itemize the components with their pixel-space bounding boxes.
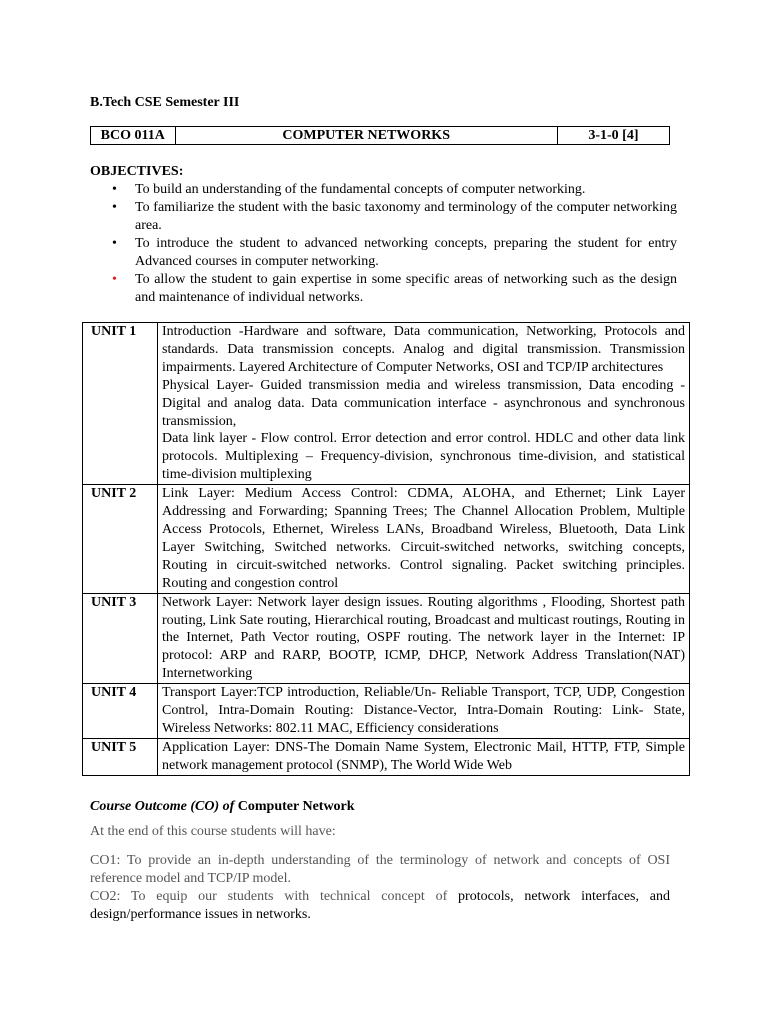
- bullet-icon: •: [112, 182, 117, 197]
- unit-row: [83, 684, 690, 739]
- unit-row: [83, 323, 690, 485]
- unit-paragraph: Link Layer: Medium Access Control: CDMA, ALOHA, and Ethernet; Link Layer Addressing and Forwarding; Spanning Trees; The Channel Allocation Problem, Multiple Access Protocols, Ethernet, Wireless LANs, Broadband Wireless, Bluetooth, Data Link Layer Switching, Switched networks. Circuit-switched networks, switching concepts, Routing in circuit-switched networks. Control signaling. Packet switching principles. Routing and congestion control: [162, 486, 685, 591]
- course-name: COMPUTER NETWORKS: [175, 127, 557, 145]
- unit-paragraph: Application Layer: DNS-The Domain Name System, Electronic Mail, HTTP, FTP, Simple network management protocol (SNMP), The World Wide Web: [162, 739, 685, 773]
- unit-row: [83, 593, 690, 684]
- units-table: [82, 322, 690, 776]
- unit-paragraph: Introduction -Hardware and software, Data communication, Networking, Protocols and standards. Data transmission concepts. Analog and digital transmission. Transmission impairments. Layered Architecture of Computer Networks, OSI and TCP/IP architectures: [162, 324, 685, 375]
- objectives-list: [90, 181, 677, 307]
- course-outcome-intro: At the end of this course students will have:: [90, 824, 336, 839]
- objective-item: • To build an understanding of the fundamental concepts of computer networking.: [112, 182, 586, 197]
- objective-item: • To introduce the student to advanced networking concepts, preparing the student for entry Advanced courses in computer networking.: [112, 236, 677, 269]
- unit-label: UNIT 1: [83, 323, 158, 485]
- course-outcome-heading: Course Outcome (CO) of Computer Network: [90, 799, 355, 814]
- unit-label: UNIT 4: [83, 684, 158, 739]
- unit-content: [158, 485, 690, 593]
- unit-paragraph: Transport Layer:TCP introduction, Reliable/Un- Reliable Transport, TCP, UDP, Congestion Control, Intra-Domain Routing: Distance-Vector, Intra-Domain Routing: Link- State, Wireless Networks: 802.11 MAC, Efficiency considerations: [162, 685, 685, 736]
- unit-row: [83, 738, 690, 775]
- bullet-icon: •: [112, 200, 117, 215]
- course-header-table: [90, 126, 670, 145]
- unit-paragraph: Data link layer - Flow control. Error detection and error control. HDLC and other data link protocols. Multiplexing – Frequency-division, synchronous time-division, and statistical time-division multiplexing: [162, 431, 685, 483]
- unit-row: [83, 485, 690, 593]
- unit-content: [158, 323, 690, 485]
- unit-content: [158, 684, 690, 739]
- course-code: BCO 011A: [91, 127, 176, 145]
- semester-title: B.Tech CSE Semester III: [90, 95, 240, 110]
- unit-paragraph: Network Layer: Network layer design issues. Routing algorithms , Flooding, Shortest path routing, Link Sate routing, Hierarchical routing, Broadcast and multicast routings, Routing in the Internet, Path Vector routing, OSPF routing. The network layer in the Internet: IP protocol: ARP and RARP, BOOTP, ICMP, DHCP, Network Address Translation(NAT) Internetworking: [162, 594, 685, 682]
- bullet-icon: •: [112, 272, 117, 287]
- co-item: CO2: To equip our students with technical concept of protocols, network interfaces, and design/performance issues in networks.: [90, 889, 670, 922]
- unit-content: [158, 738, 690, 775]
- co-item: CO1: To provide an in-depth understanding of the terminology of network and concepts of OSI reference model and TCP/IP model.: [90, 853, 670, 886]
- unit-paragraph: Physical Layer- Guided transmission media and wireless transmission, Data encoding - Digital and analog data. Data communication interface - asynchronous and synchronous transmission,: [162, 377, 685, 429]
- course-credits: 3-1-0 [4]: [557, 127, 669, 145]
- course-header-row: [91, 127, 670, 145]
- objectives-heading: OBJECTIVES:: [90, 164, 184, 179]
- unit-label: UNIT 5: [83, 738, 158, 775]
- course-outcome-list: [90, 852, 670, 924]
- bullet-icon: •: [112, 236, 117, 251]
- objective-item: • To allow the student to gain expertise in some specific areas of networking such as the design and maintenance of individual networks.: [112, 272, 677, 305]
- objective-item: • To familiarize the student with the basic taxonomy and terminology of the computer networking area.: [112, 200, 677, 233]
- unit-label: UNIT 3: [83, 593, 158, 684]
- unit-content: [158, 593, 690, 684]
- unit-label: UNIT 2: [83, 485, 158, 593]
